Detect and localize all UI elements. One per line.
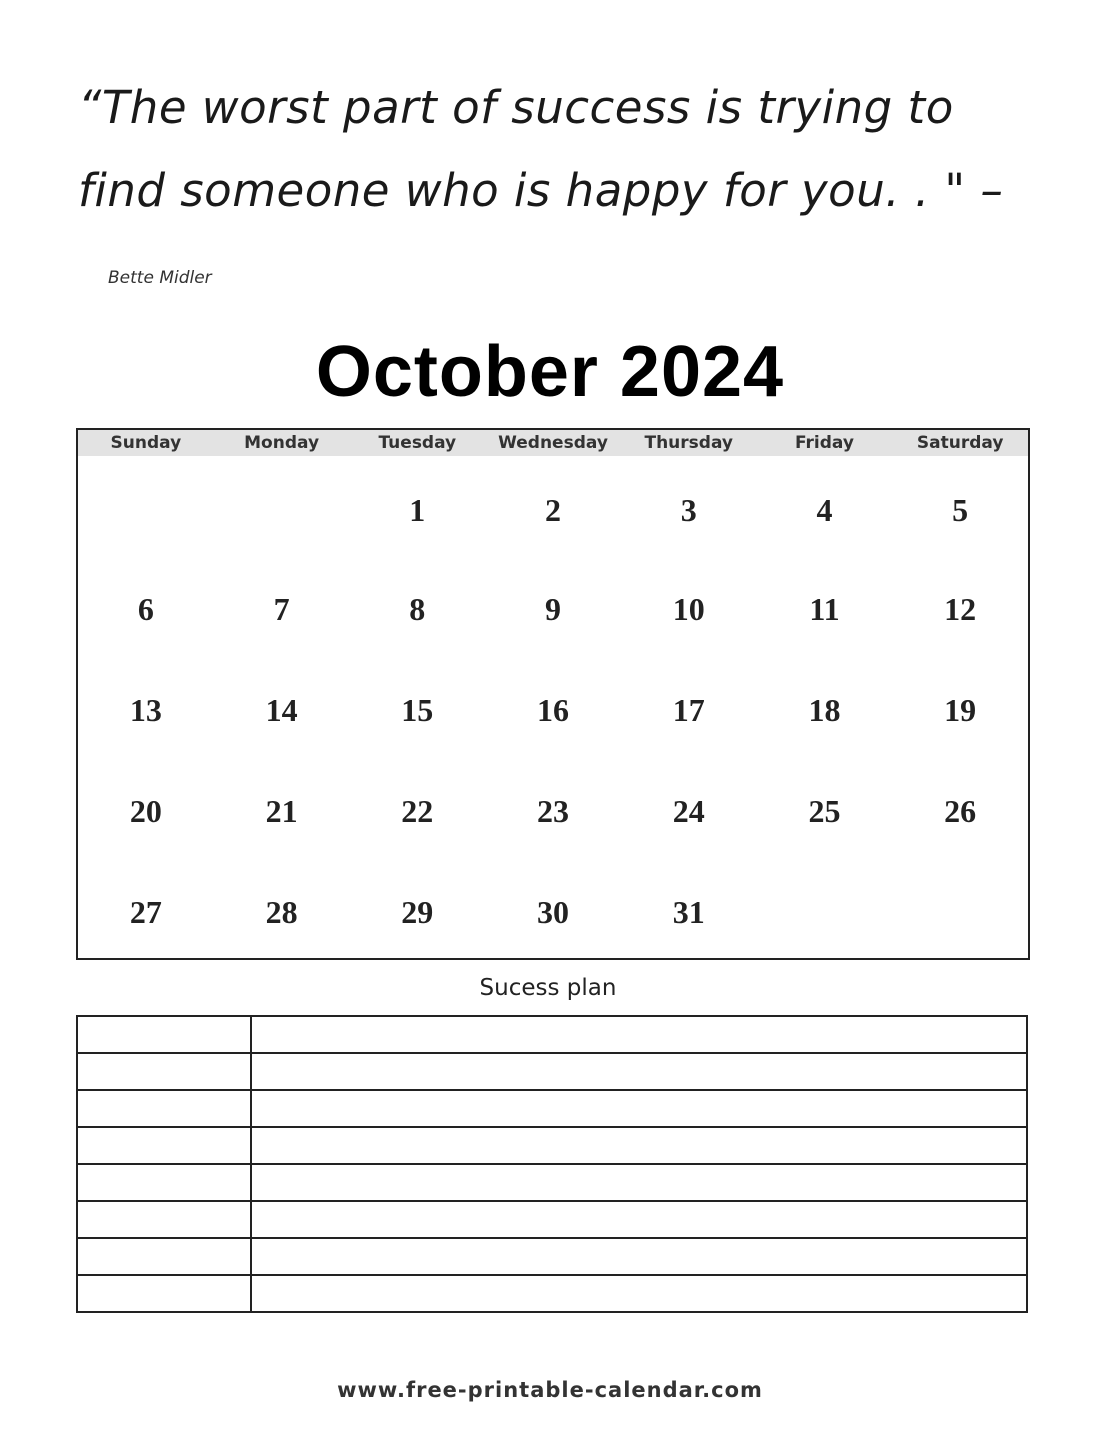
plan-row (77, 1090, 1027, 1127)
day-cell: 26 (944, 793, 977, 829)
day-cell (214, 456, 350, 557)
quote-block (78, 66, 1038, 320)
day-cell: 10 (672, 591, 705, 627)
weekday-sunday: Sunday (110, 433, 182, 453)
weekday-header-row (78, 430, 1028, 456)
day-cell: 14 (265, 692, 298, 728)
plan-label-cell (77, 1275, 251, 1312)
plan-label-cell (77, 1127, 251, 1164)
day-cell: 11 (809, 591, 840, 627)
plan-label-cell (77, 1164, 251, 1201)
plan-row (77, 1275, 1027, 1312)
weekday-tuesday: Tuesday (378, 433, 457, 453)
day-cell: 2 (545, 492, 562, 528)
day-cell: 21 (265, 793, 298, 829)
day-cell: 1 (409, 492, 426, 528)
calendar-week-row (78, 456, 1028, 557)
plan-entry-cell (251, 1275, 1027, 1312)
day-cell: 15 (401, 692, 434, 728)
calendar-grid (76, 428, 1030, 960)
day-cell: 24 (672, 793, 705, 829)
plan-entry-cell (251, 1164, 1027, 1201)
weekday-thursday: Thursday (644, 433, 733, 453)
day-cell: 9 (545, 591, 562, 627)
calendar-week-row (78, 860, 1028, 961)
plan-row (77, 1238, 1027, 1275)
day-cell (757, 860, 893, 961)
plan-table (76, 1015, 1028, 1313)
day-cell (892, 860, 1028, 961)
day-cell: 18 (808, 692, 841, 728)
plan-entry-cell (251, 1090, 1027, 1127)
calendar-weeks (78, 456, 1028, 961)
plan-row (77, 1164, 1027, 1201)
day-cell: 31 (672, 894, 705, 930)
plan-entry-cell (251, 1053, 1027, 1090)
day-cell: 7 (273, 591, 290, 627)
day-cell: 25 (808, 793, 841, 829)
day-cell: 22 (401, 793, 434, 829)
plan-title: Sucess plan (479, 975, 617, 1001)
day-cell: 16 (537, 692, 570, 728)
plan-entry-cell (251, 1238, 1027, 1275)
day-cell: 29 (401, 894, 434, 930)
weekday-saturday: Saturday (916, 433, 1004, 453)
plan-label-cell (77, 1090, 251, 1127)
weekday-friday: Friday (794, 433, 854, 453)
day-cell: 28 (265, 894, 298, 930)
plan-entry-cell (251, 1201, 1027, 1238)
plan-label-cell (77, 1201, 251, 1238)
day-cell: 8 (409, 591, 426, 627)
day-cell: 5 (952, 492, 969, 528)
day-cell: 27 (129, 894, 162, 930)
weekday-wednesday: Wednesday (498, 433, 608, 453)
day-cell: 23 (537, 793, 570, 829)
day-cell: 20 (129, 793, 162, 829)
day-cell: 6 (137, 591, 154, 627)
weekday-monday: Monday (244, 433, 320, 453)
plan-entry-cell (251, 1016, 1027, 1053)
day-cell: 12 (944, 591, 977, 627)
plan-label-cell (77, 1053, 251, 1090)
day-cell: 3 (680, 492, 697, 528)
plan-row (77, 1127, 1027, 1164)
quote-text: “The worst part of success is trying to find someone who is happy for you. . " – (78, 81, 1004, 217)
calendar-week-row (78, 759, 1028, 860)
plan-entry-cell (251, 1127, 1027, 1164)
month-title: October 2024 (315, 332, 785, 412)
footer-url: www.free-printable-calendar.com (337, 1378, 763, 1402)
day-cell: 4 (816, 492, 833, 528)
plan-row (77, 1016, 1027, 1053)
day-cell: 17 (672, 692, 705, 728)
plan-row (77, 1053, 1027, 1090)
day-cell (78, 456, 214, 557)
day-cell: 19 (944, 692, 977, 728)
plan-label-cell (77, 1238, 251, 1275)
calendar-week-row (78, 557, 1028, 658)
day-cell: 30 (537, 894, 570, 930)
quote-author: Bette Midler (108, 268, 212, 288)
day-cell: 13 (129, 692, 162, 728)
calendar-week-row (78, 658, 1028, 759)
plan-label-cell (77, 1016, 251, 1053)
plan-row (77, 1201, 1027, 1238)
